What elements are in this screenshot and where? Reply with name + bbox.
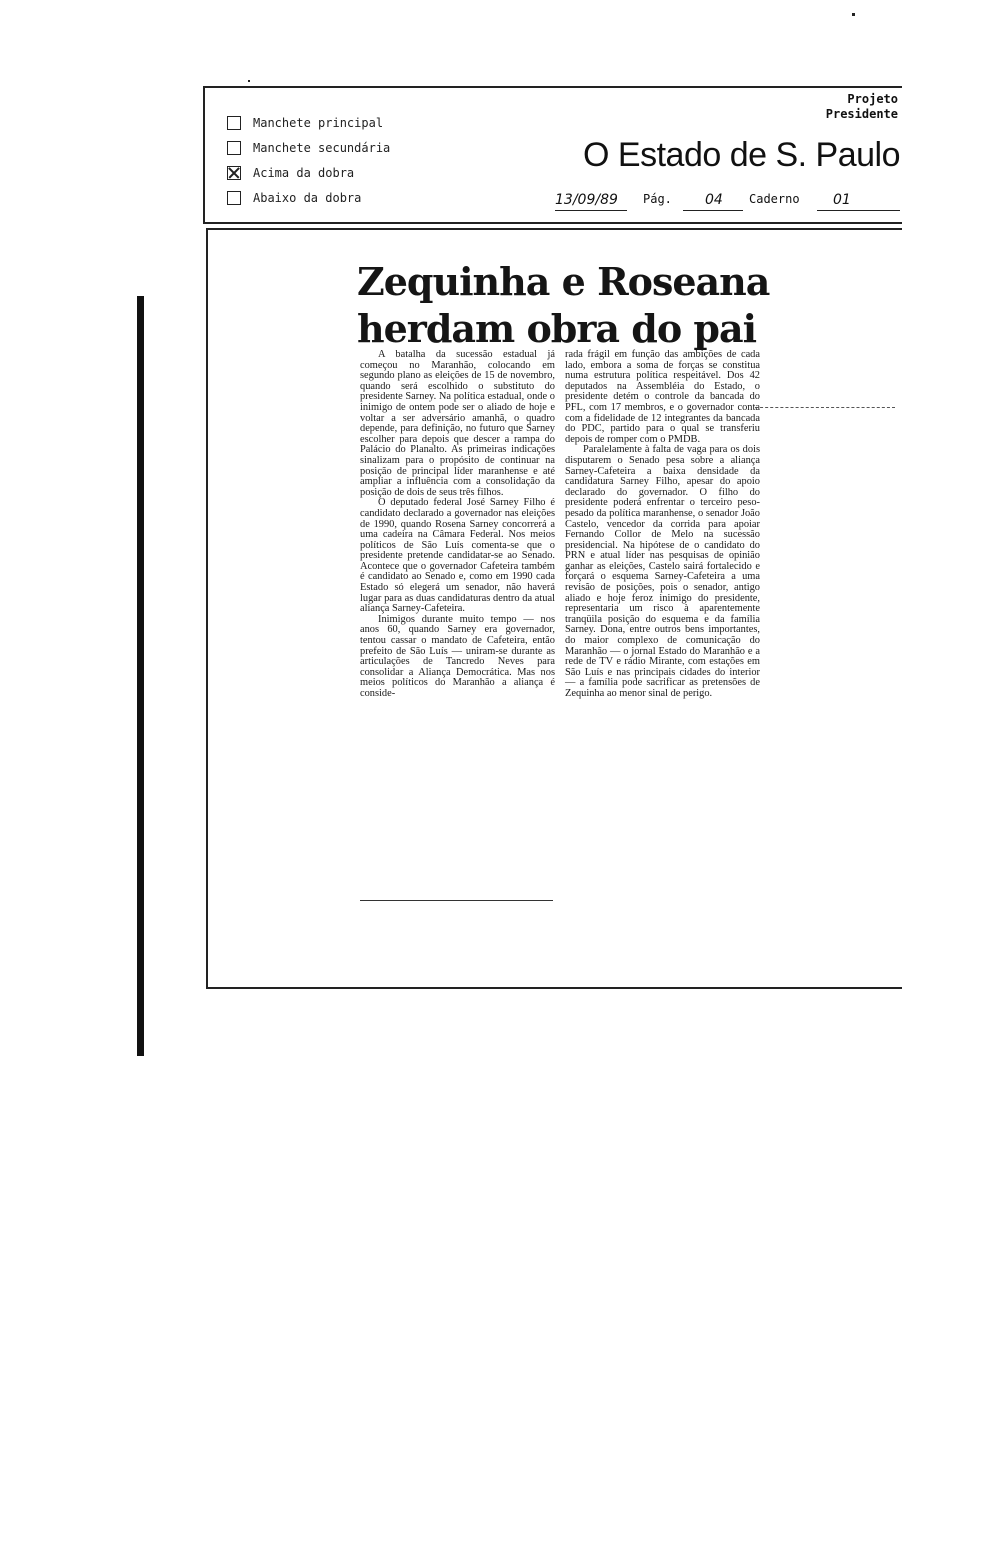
section-label: Caderno xyxy=(749,192,800,206)
paragraph: O deputado federal José Sarney Filho é candidato declarado a governador nas eleições de 1990, quando Rosena Sarney concorrerá a uma cadeira na Câmara Federal. Nos meios políticos de São Luís comenta-se que o presidente pretende candidatar-se ao Senado. Acontece que o governador Cafeteira também é candidato ao Senado e, como em 1990 cada Estado só elegerá um senador, não haverá lugar para as duas candidaturas dentro da atual aliança Sarney-Cafeteira. xyxy=(360,497,555,615)
checklist-item-abaixo-da-dobra xyxy=(227,185,390,210)
article-column-1 xyxy=(360,350,555,700)
page-label: Pág. xyxy=(643,192,672,206)
paragraph: A batalha da sucessão estadual já começou no Maranhão, colocando em segundo plano as eleições de 15 de novembro, quando será escolhido o substituto do presidente Sarney. Na política estadual, onde o inimigo de ontem pode ser o aliado de hoje e voltar a ser adversário amanhã, o quadro depende, para definição, no futuro que Sarney escolher para depois que descer a rampa do Palácio do Planalto. As primeiras indicações sinalizam para o propósito de continuar na posição de principal líder maranhense e até ampliar a influência com a consolidação da posição de dois de seus três filhos. xyxy=(360,349,555,498)
section-value: 01 xyxy=(833,192,851,208)
scan-dash-mark xyxy=(755,407,895,408)
page-value: 04 xyxy=(705,192,723,208)
paragraph: rada frágil em função das ambições de cada lado, embora a soma de forças se constitua numa estrutura política respeitável. Dos 42 deputados na Assembléia do Estado, o presidente detém o controle da bancada do PFL, com 17 membros, e o governador conta com a fidelidade de 12 integrantes da bancada do PDC, partido para o qual se transferiu depois de romper com o PMDB. xyxy=(565,349,760,445)
checkbox xyxy=(227,116,241,130)
checkbox xyxy=(227,191,241,205)
clipping-header xyxy=(203,86,902,224)
placement-checklist xyxy=(227,110,390,210)
paragraph: Paralelamente à falta de vaga para os dois disputarem o Senado pesa sobre a aliança Sarney-Cafeteira a baixa densidade da candidatura Sarney Filho, apesar do apoio declarado do governador. O filho do presidente poderá enfrentar o terceiro peso-pesado da política maranhense, o senador João Castelo, vencedor da corrida para apoiar Fernando Collor de Melo na sucessão presidencial. Na hipótese de o candidato do PRN e atual líder nas pesquisas de opinião ganhar as eleições, Castelo sairá fortalecido e forçará o esquema Sarney-Cafeteira a uma revisão de posições, pois o senador, antigo aliado e hoje feroz inimigo do presidente, representaria um risco à aparentemente tranqüila posição do esquema e da família Sarney. Dona, entre outros bens importantes, do maior complexo de comunicação do Maranhão — o jornal Estado do Maranhão e a rede de TV e rádio Mirante, com estações em São Luís e nas principais cidades do interior — a família pode sacrificar as pretensões de Zequinha ao menor sinal de perigo. xyxy=(565,444,760,699)
checklist-label: Acima da dobra xyxy=(253,165,355,180)
column-end-rule xyxy=(360,900,553,901)
clipping-meta xyxy=(555,192,900,212)
checkbox-checked xyxy=(227,166,241,180)
checklist-label: Manchete principal xyxy=(253,115,384,130)
paragraph: Inimigos durante muito tempo — nos anos 60, quando Sarney era governador, tentou cassar o mandato de Cafeteira, então prefeito de São Luís — uniram-se durante as articulações de Tancredo Neves para consolidar a Aliança Democrática. Mas nos meios políticos do Maranhão a aliança é conside- xyxy=(360,613,555,699)
checkbox xyxy=(227,141,241,155)
checklist-item-acima-da-dobra xyxy=(227,160,390,185)
scan-edge-bar xyxy=(137,296,144,1056)
checklist-item-manchete-principal xyxy=(227,110,390,135)
checklist-label: Manchete secundária xyxy=(253,140,391,155)
article-column-2 xyxy=(565,350,760,700)
date-underline xyxy=(555,210,627,211)
newspaper-name: O Estado de S. Paulo xyxy=(583,136,900,174)
scan-speck xyxy=(248,80,250,82)
checklist-item-manchete-secundaria xyxy=(227,135,390,160)
project-label xyxy=(826,92,898,122)
section-underline xyxy=(817,210,900,211)
article-headline xyxy=(357,258,777,352)
page-underline xyxy=(683,210,743,211)
project-label-line2: Presidente xyxy=(825,107,898,121)
headline-line-1: Zequinha e Roseana xyxy=(357,259,770,304)
project-label-line1: Projeto xyxy=(847,92,898,106)
headline-line-2: herdam obra do pai xyxy=(357,306,757,351)
clipping-date: 13/09/89 xyxy=(555,192,618,208)
scan-speck xyxy=(852,13,855,16)
checklist-label: Abaixo da dobra xyxy=(253,190,362,205)
